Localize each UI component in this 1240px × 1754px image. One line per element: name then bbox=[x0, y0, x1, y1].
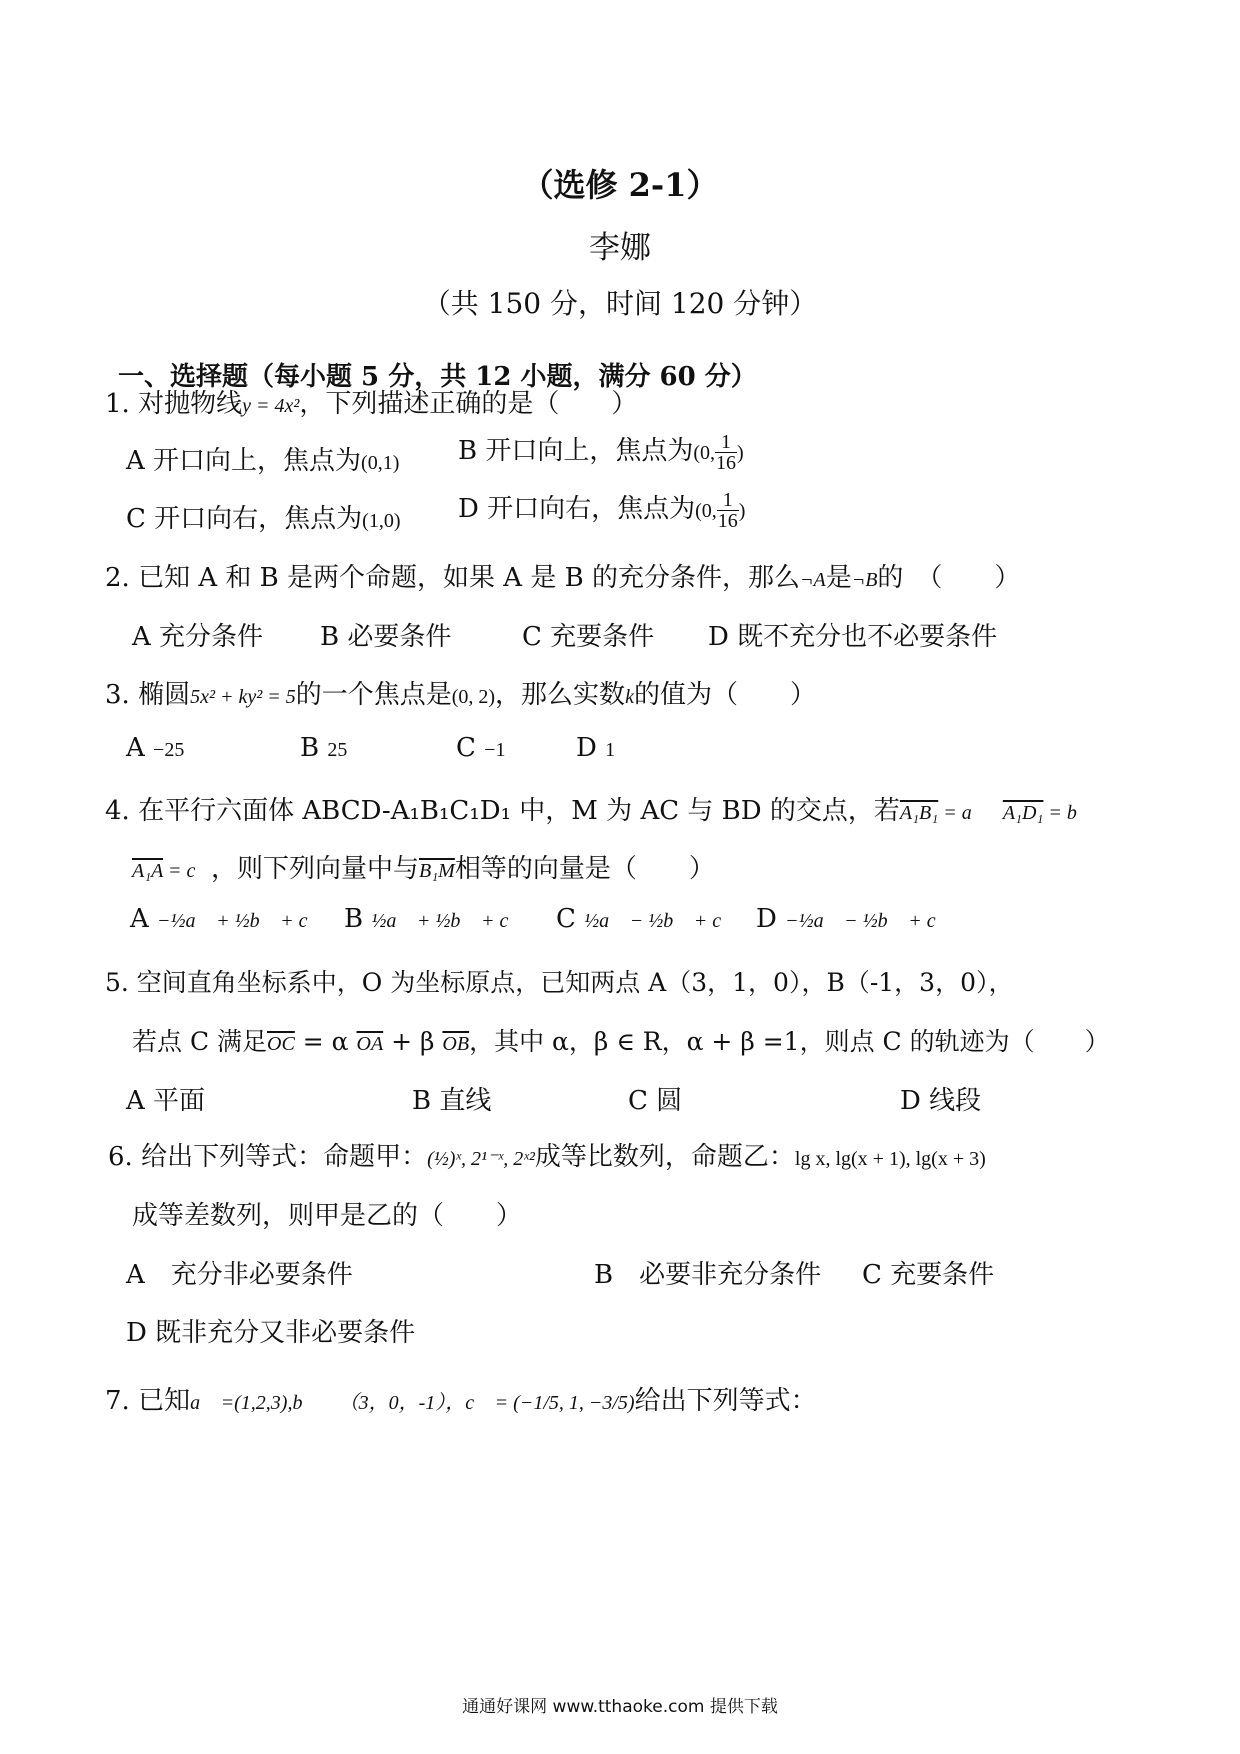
q1-stem: 1. 对抛物线 bbox=[105, 389, 243, 419]
question-5: 5. 空间直角坐标系中，O 为坐标原点，已知两点 A（3，1，0），B（-1，3，0）， bbox=[105, 968, 1014, 997]
q6-option-a: A 充分非必要条件 bbox=[126, 1260, 353, 1290]
q1-option-c: C 开口向右，焦点为(1,0) bbox=[126, 504, 401, 534]
section-heading: 一、选择题（每小题 5 分，共 12 小题，满分 60 分） bbox=[118, 362, 757, 392]
question-2: 2. 已知 A 和 B 是两个命题，如果 A 是 B 的充分条件，那么¬A是¬B的 （ ） bbox=[105, 563, 1021, 593]
q2-option-b: B 必要条件 bbox=[320, 622, 452, 652]
question-4: 4. 在平行六面体 ABCD-A₁B₁C₁D₁ 中，M 为 AC 与 BD 的交点，若A₁B₁ = a⃗，A₁D₁ = b⃗， bbox=[105, 796, 1108, 826]
q4-option-c: C ½a⃗ − ½b⃗ + c⃗ bbox=[556, 904, 737, 934]
q1-stem-end: ，下列描述正确的是（ ） bbox=[299, 389, 638, 419]
question-4-cont: A₁A = c⃗，则下列向量中与B₁M相等的向量是（ ） bbox=[132, 854, 715, 884]
page-footer: 通通好课网 www.tthaoke.com 提供下载 bbox=[462, 1697, 778, 1717]
q4-option-b: B ½a⃗ + ½b⃗ + c⃗ bbox=[344, 904, 524, 934]
q6-option-c: C 充要条件 bbox=[862, 1260, 995, 1290]
q3-option-b: B 25 bbox=[300, 733, 348, 763]
q5-option-b: B 直线 bbox=[412, 1086, 492, 1116]
q1-option-d: D 开口向右，焦点为(0, $\frac{1}{16}$ ) bbox=[458, 488, 746, 532]
q3-option-a: A −25 bbox=[126, 733, 185, 763]
q2-option-d: D 既不充分也不必要条件 bbox=[708, 622, 998, 652]
question-6: 6. 给出下列等式：命题甲：(½)ˣ, 2¹⁻ˣ, 2ˣ²成等比数列，命题乙：lg x, lg(x + 1), lg(x + 3) bbox=[108, 1142, 986, 1172]
q1-formula: y = 4x² bbox=[242, 395, 300, 417]
q6-option-b: B 必要非充分条件 bbox=[594, 1260, 822, 1290]
q5-option-c: C 圆 bbox=[628, 1086, 683, 1116]
q2-option-a: A 充分条件 bbox=[132, 622, 264, 652]
author-name: 李娜 bbox=[589, 230, 651, 266]
q4-option-a: A −½a⃗ + ½b⃗ + c⃗ bbox=[130, 904, 324, 934]
exam-info: （共 150 分，时间 120 分钟） bbox=[422, 287, 818, 320]
q4-option-d: D −½a⃗ − ½b⃗ + c⃗ bbox=[756, 904, 952, 934]
question-7: 7. 已知a⃗ =(1,2,3),b⃗ ＝（3，0，-1），c⃗ = (−1/5, 1, −3/5)给出下列等式： bbox=[105, 1386, 817, 1416]
q1-b-fraction: $\frac{1}{16}$ bbox=[716, 430, 737, 474]
question-1 bbox=[105, 383, 637, 420]
q2-option-c: C 充要条件 bbox=[522, 622, 655, 652]
question-6-cont: 成等差数列，则甲是乙的（ ） bbox=[132, 1201, 523, 1231]
question-5-cont: 若点 C 满足$\overline{OC} = \alpha$ $\overline{OA} + \beta$ $\overline{OB}$，其中 α，β ∈ R，α + β =1，则点 C 的轨迹为（ ） bbox=[132, 1027, 1110, 1056]
q1-option-b: B 开口向上，焦点为(0, $\frac{1}{16}$ ) bbox=[458, 430, 744, 474]
exam-title: （选修 2-1） bbox=[521, 166, 719, 204]
q5-option-d: D 线段 bbox=[900, 1086, 982, 1116]
q3-option-d: D 1 bbox=[576, 733, 616, 763]
q1-option-a: A 开口向上，焦点为(0,1) bbox=[126, 446, 400, 476]
q3-option-c: C −1 bbox=[456, 733, 506, 763]
q5-option-a: A 平面 bbox=[126, 1086, 206, 1116]
q1-d-fraction: $\frac{1}{16}$ bbox=[717, 488, 738, 532]
q6-option-d: D 既非充分又非必要条件 bbox=[126, 1318, 416, 1348]
question-3: 3. 椭圆5x² + ky² = 5的一个焦点是(0, 2)，那么实数k的值为（ ） bbox=[105, 680, 816, 710]
